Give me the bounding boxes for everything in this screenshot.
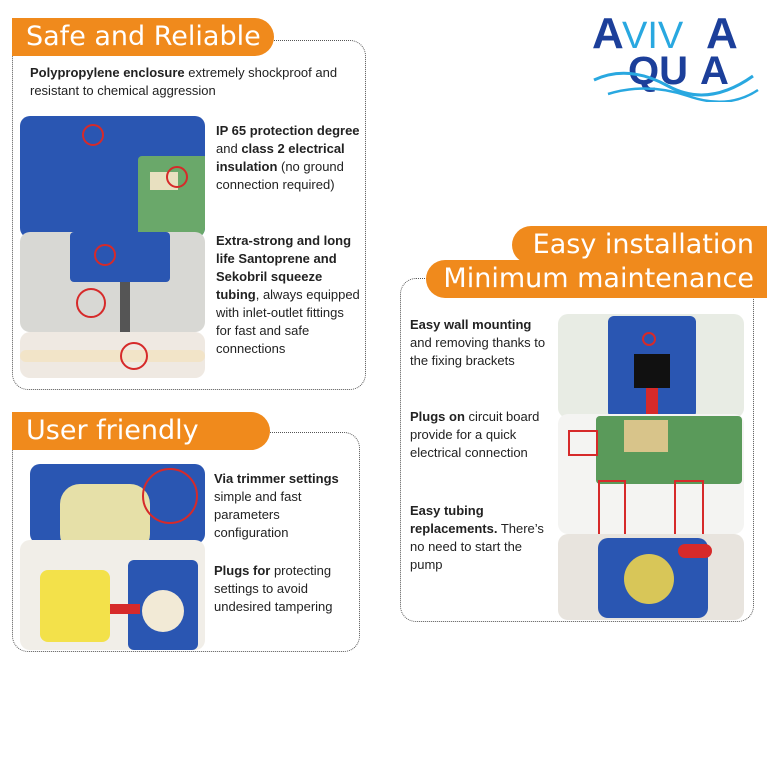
easy-section-title-1: Easy installation bbox=[512, 226, 767, 264]
svg-text:QU: QU bbox=[628, 49, 688, 93]
safe-feature-tubing: Extra-strong and long life Santoprene and Sekobril squeeze tubing, always equipped with inlet-outlet fittings for fast and safe connections bbox=[216, 233, 360, 356]
svg-text:A: A bbox=[700, 49, 729, 93]
circuit-board-photo bbox=[558, 414, 744, 534]
svg-text:VIV: VIV bbox=[622, 15, 684, 57]
user-section-title: User friendly bbox=[12, 412, 270, 450]
wall-mount-photo bbox=[558, 314, 744, 418]
tubing-photo bbox=[20, 332, 205, 378]
easy-feature-wall-mounting: Easy wall mounting and removing thanks to the fixing brackets bbox=[410, 317, 546, 368]
easy-feature-tubing: Easy tubing replacements. There’s no need to start the pump bbox=[410, 503, 544, 572]
easy-feature-plugs: Plugs on circuit board provide for a quick electrical connection bbox=[410, 409, 540, 460]
enclosure-photo bbox=[20, 116, 205, 238]
user-feature-plugs: Plugs for protecting settings to avoid undesired tampering bbox=[214, 563, 333, 614]
safe-feature-insulation: IP 65 protection degree and class 2 electrical insulation (no ground connection required) bbox=[216, 123, 360, 192]
connectors-photo bbox=[20, 232, 205, 332]
user-feature-trimmer: Via trimmer settings simple and fast parameters configuration bbox=[214, 471, 339, 540]
plug-cover-photo bbox=[20, 540, 205, 650]
tubing-replacement-photo bbox=[558, 534, 744, 620]
trimmer-photo bbox=[30, 464, 205, 544]
svg-text:A: A bbox=[706, 9, 738, 58]
safe-section-title: Safe and Reliable bbox=[12, 18, 274, 56]
svg-text:A: A bbox=[592, 9, 624, 58]
easy-section-title-2: Minimum maintenance bbox=[426, 260, 767, 298]
safe-intro: Polypropylene enclosure extremely shockproof and resistant to chemical aggression bbox=[30, 65, 338, 98]
aviva-aqua-logo bbox=[588, 2, 763, 102]
